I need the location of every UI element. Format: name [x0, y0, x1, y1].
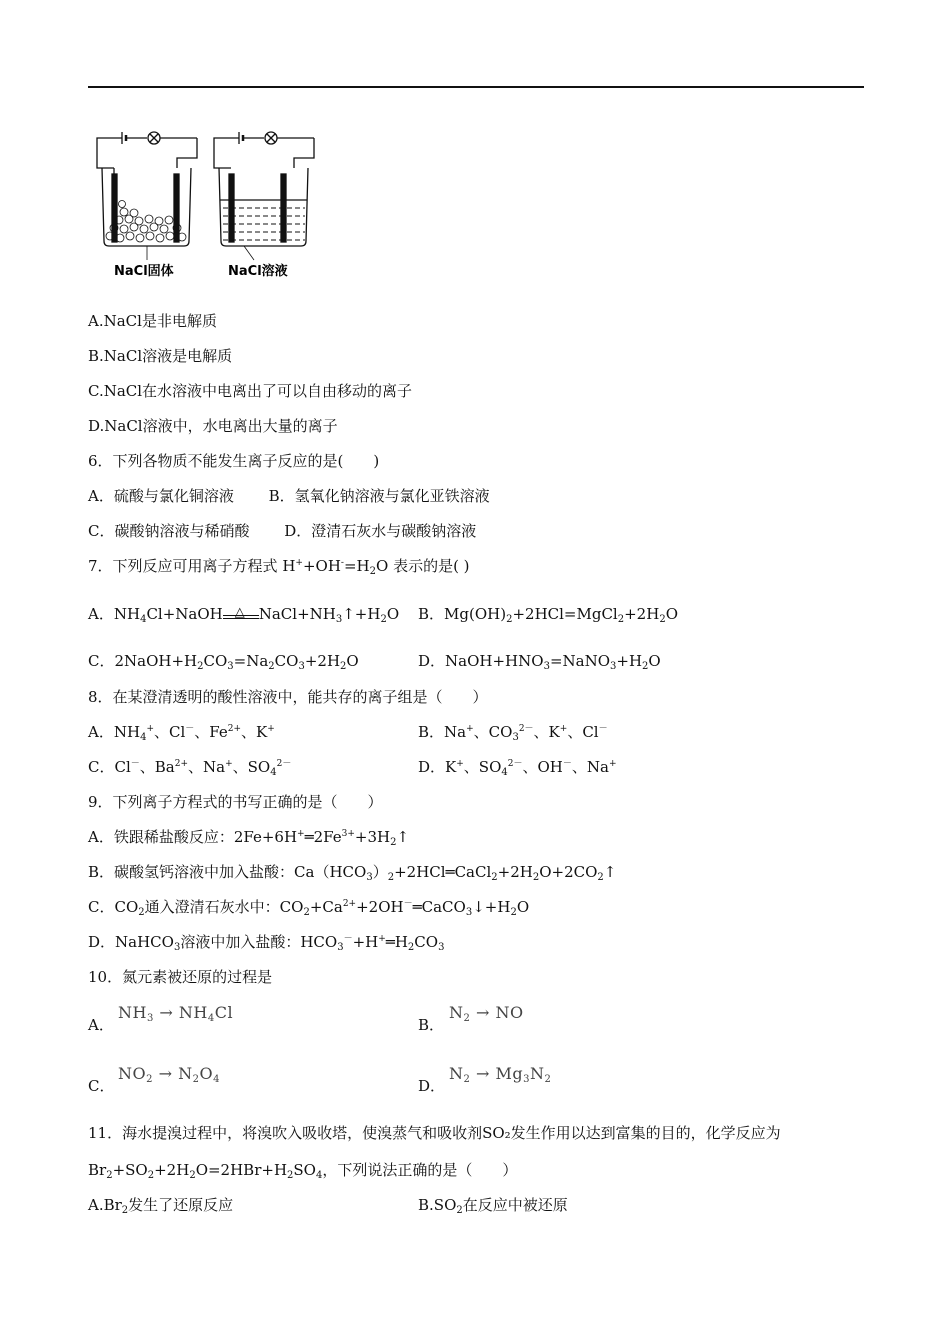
q6-option-d: D．澄清石灰水与碳酸钠溶液	[284, 522, 477, 540]
q7-option-d: D．$NaOH+HNO_3=NaNO_3+H_2O$	[418, 652, 661, 672]
q10-option-a: $NH_3 \to NH_4Cl$	[118, 1003, 234, 1024]
q8-option-c: C．Cl－、$Ba^{2+}$、Na+、$SO_4^{2-}$	[88, 758, 292, 778]
figure-label-solid: NaCl固体	[114, 264, 174, 279]
q11-stem-line2: $Br_2+SO_2+2H_2O=2HBr+H_2SO_4$，下列说法正确的是（ ）	[88, 1161, 518, 1181]
q10-option-b: $N_2$ → NO	[449, 1003, 524, 1024]
q10-option-b-label: B．	[418, 1016, 445, 1034]
beaker-nacl-solution	[214, 132, 314, 260]
q7-stem: 7．下列反应可用离子方程式 $H^++OH^-=H_2O$ 表示的是( )	[88, 557, 470, 577]
q10-option-d: $N_2 \to Mg_3N_2$	[449, 1064, 552, 1085]
q9-stem: 9．下列离子方程式的书写正确的是（ ）	[88, 793, 383, 811]
q9-option-c: C．$CO_2$通入澄清石灰水中：$CO_2+Ca^{2+}+2OH^-═CaCO_3↓+H_2O$	[88, 898, 530, 918]
q6-option-c: C．碳酸钠溶液与稀硝酸	[88, 522, 250, 540]
q11-option-b: $B.SO_2$在反应中被还原	[418, 1196, 568, 1216]
q11-stem: 11．海水提溴过程中，将溴吹入吸收塔，使溴蒸气和吸收剂SO₂发生作用以达到富集的目的，化学反应为	[88, 1124, 781, 1142]
q10-option-d-label: D．	[418, 1077, 446, 1095]
q5-option-b: B.NaCl溶液是电解质	[88, 347, 233, 365]
q8-option-d: D．K+、$SO_4^{2-}$、OH－、Na+	[418, 758, 617, 778]
q8-option-b: B．Na+、$CO_3^{2-}$、K+、Cl－	[418, 723, 608, 743]
q7-option-a: A．$NH_4Cl+NaOH$ △ $NaCl+NH_3↑+H_2O$	[88, 605, 400, 625]
q5-option-a: A.NaCl是非电解质	[88, 312, 217, 330]
q7-option-c: C．$2NaOH+H_2CO_3=Na_2CO_3+2H_2O$	[88, 652, 359, 672]
q8-stem: 8．在某澄清透明的酸性溶液中，能共存的离子组是（ ）	[88, 688, 488, 706]
q6-options-cd	[88, 521, 476, 541]
q10-option-a-label: A．	[88, 1016, 114, 1034]
beaker-solid-nacl	[97, 132, 197, 260]
q9-option-a: A．铁跟稀盐酸反应：$2Fe+6H^+═2Fe^{3+}+3H_2↑$	[88, 828, 410, 848]
q11-option-a: $A.Br_2$发生了还原反应	[88, 1196, 234, 1216]
q10-option-c: $NO_2 \to N_2O_4$	[118, 1064, 220, 1085]
header-rule	[88, 86, 864, 88]
q9-option-b: B．碳酸氢钙溶液中加入盐酸：$Ca(HCO_3)_2+2HCl═CaCl_2+2H_2O+2CO_2↑$	[88, 863, 617, 883]
q6-options-ab	[88, 486, 490, 506]
q5-option-d: D.NaCl溶液中，水电离出大量的离子	[88, 417, 338, 435]
conductivity-figure	[92, 128, 332, 283]
q9-option-d: D．NaHCO$_3$溶液中加入盐酸：$HCO_3^-+H^+═H_2CO_3$	[88, 933, 445, 953]
q7-option-b: B．$Mg(OH)_2+2HCl=MgCl_2+2H_2O$	[418, 605, 678, 625]
q10-option-c-label: C．	[88, 1077, 115, 1095]
figure-label-solution: NaCl溶液	[228, 264, 288, 279]
q5-option-c: C.NaCl在水溶液中电离出了可以自由移动的离子	[88, 382, 413, 400]
q6-stem: 6．下列各物质不能发生离子反应的是( )	[88, 452, 380, 470]
q6-option-b: B．氢氧化钠溶液与氯化亚铁溶液	[268, 487, 490, 505]
q8-option-a: A．$NH_4^+$、Cl－、$Fe^{2+}$、K+	[88, 723, 275, 743]
q6-option-a: A．硫酸与氯化铜溶液	[88, 487, 234, 505]
q10-stem: 10．氮元素被还原的过程是	[88, 968, 273, 986]
